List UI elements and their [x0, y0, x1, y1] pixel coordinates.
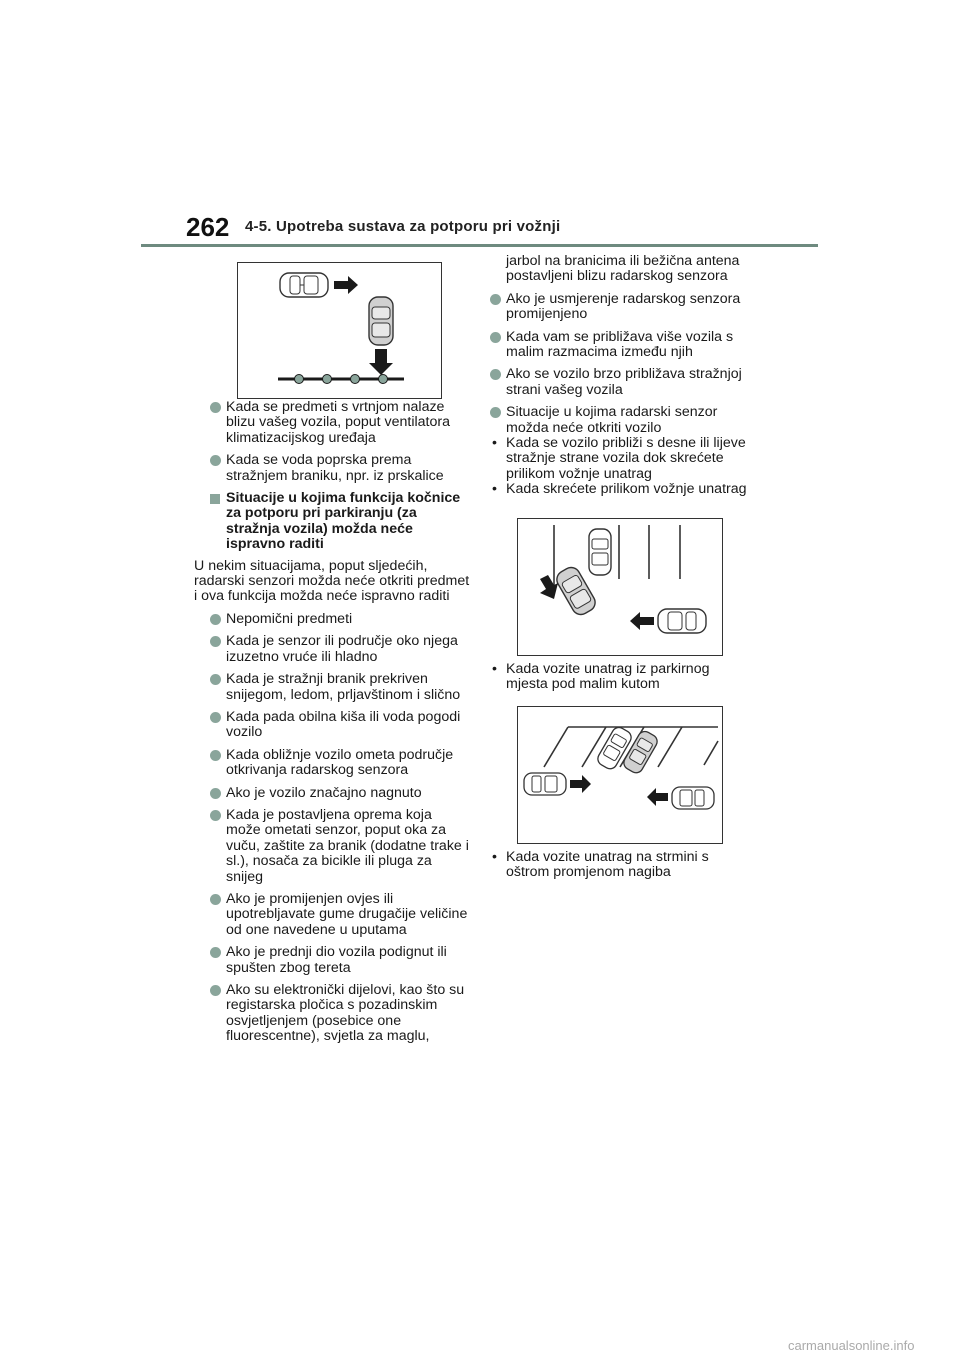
- intro-paragraph: U nekim situacijama, poput sljedećih, radarski senzori možda neće otkriti predmet i ova funkcija možda neće ispravno raditi: [194, 557, 470, 605]
- bullet-icon: [210, 636, 221, 647]
- list-item: Ako je vozilo značajno nagnuto: [210, 786, 470, 801]
- arrow-left-icon: [647, 788, 668, 806]
- list-item: Kada vam se približava više vozila s malim razmacima između njih: [490, 330, 755, 361]
- bullet-icon: [210, 402, 221, 413]
- list-item: Kada se predmeti s vrtnjom nalaze blizu vašeg vozila, poput ventilatora klimatizacijskog uređaja: [210, 400, 470, 446]
- list-item: Kada se voda poprska prema stražnjem braniku, npr. iz prskalice: [210, 453, 470, 484]
- arrow-down-icon: [369, 349, 393, 375]
- list-item: Kada je senzor ili područje oko njega izuzetno vruće ili hladno: [210, 634, 470, 665]
- page-number: 262: [186, 212, 230, 242]
- list-item: Kada pada obilna kiša ili voda pogodi vozilo: [210, 710, 470, 741]
- figure-angled-parking: [517, 706, 723, 844]
- bullet-icon: [210, 674, 221, 685]
- bullet-icon: [210, 750, 221, 761]
- arrow-left-icon: [630, 612, 654, 630]
- page-header: [0, 0, 960, 250]
- list-item: Situacije u kojima radarski senzor možda neće otkriti vozilo: [490, 405, 755, 436]
- list-item: Ako je prednji dio vozila podignut ili spušten zbog tereta: [210, 945, 470, 976]
- list-item: Ako je usmjerenje radarskog senzora promijenjeno: [490, 292, 755, 323]
- list-item: Kada je stražnji branik prekriven snijegom, ledom, prljavštinom i slično: [210, 672, 470, 703]
- sub-list-item: • Kada vozite unatrag na strmini s oštrom promjenom nagiba: [492, 849, 709, 881]
- section-heading: Situacije u kojima funkcija kočnice za potporu pri parkiranju (za stražnja vozila) možda neće ispravno raditi: [210, 491, 470, 553]
- sub-list-item: • Kada skrećete prilikom vožnje unatrag: [492, 481, 747, 498]
- bullet-icon: [210, 455, 221, 466]
- bullet-icon: [210, 894, 221, 905]
- list-item: Ako je promijenjen ovjes ili upotrebljavate gume drugačije veličine od one navedene u uputama: [210, 892, 470, 938]
- figure-turning-reverse: [517, 518, 723, 656]
- continued-text: jarbol na branicima ili bežična antena postavljeni blizu radarskog senzora: [506, 253, 740, 285]
- list-item: Ako su elektronički dijelovi, kao što su registarska pločica s pozadinskim osvjetljenjem (posebice one fluorescentne), svjetla za maglu,: [210, 983, 470, 1045]
- sub-list-item: • Kada vozite unatrag iz parkirnog mjesta pod malim kutom: [492, 661, 710, 693]
- sub-list-item: • Kada se vozilo približi s desne ili lijeve stražnje strane vozila dok skrećete prilikom vožnje unatrag: [492, 435, 746, 482]
- header-rule: [141, 244, 818, 247]
- bullet-icon: [210, 788, 221, 799]
- figure-crossing-vehicle: [237, 262, 442, 399]
- list-item: Ako se vozilo brzo približava stražnjoj strani vašeg vozila: [490, 367, 755, 398]
- reversing-car-icon: [369, 297, 393, 345]
- car-top-view-icon: [280, 273, 328, 297]
- arrow-right-icon: [334, 276, 358, 294]
- bullet-icon: [490, 407, 501, 418]
- approaching-car-icon: [658, 609, 706, 633]
- list-item: Kada obližnje vozilo ometa područje otkrivanja radarskog senzora: [210, 748, 470, 779]
- arrow-down-left-icon: [540, 575, 558, 599]
- bullet-icon: [210, 947, 221, 958]
- list-item: Nepomični predmeti: [210, 612, 470, 627]
- arrow-right-icon: [570, 775, 591, 793]
- bullet-icon: [490, 369, 501, 380]
- bullet-icon: [490, 332, 501, 343]
- bullet-icon: [490, 294, 501, 305]
- bullet-icon: [210, 985, 221, 996]
- bullet-icon: [210, 614, 221, 625]
- list-item: Kada je postavljena oprema koja može ometati senzor, poput oka za vuču, zaštite za branik (dodatne trake i sl.), nosača za bicikle ili pluga za snijeg: [210, 808, 470, 885]
- bullet-icon: [210, 810, 221, 821]
- watermark: carmanualsonline.info: [788, 1338, 915, 1353]
- bullet-icon: [210, 712, 221, 723]
- left-column: [194, 399, 470, 1052]
- parked-car-icon: [589, 529, 611, 575]
- chapter-title: 4-5. Upotreba sustava za potporu pri vožnji: [245, 218, 561, 235]
- square-bullet-icon: [210, 494, 220, 504]
- approaching-car-left-icon: [524, 773, 566, 795]
- approaching-car-right-icon: [672, 787, 714, 809]
- right-column: [490, 254, 755, 498]
